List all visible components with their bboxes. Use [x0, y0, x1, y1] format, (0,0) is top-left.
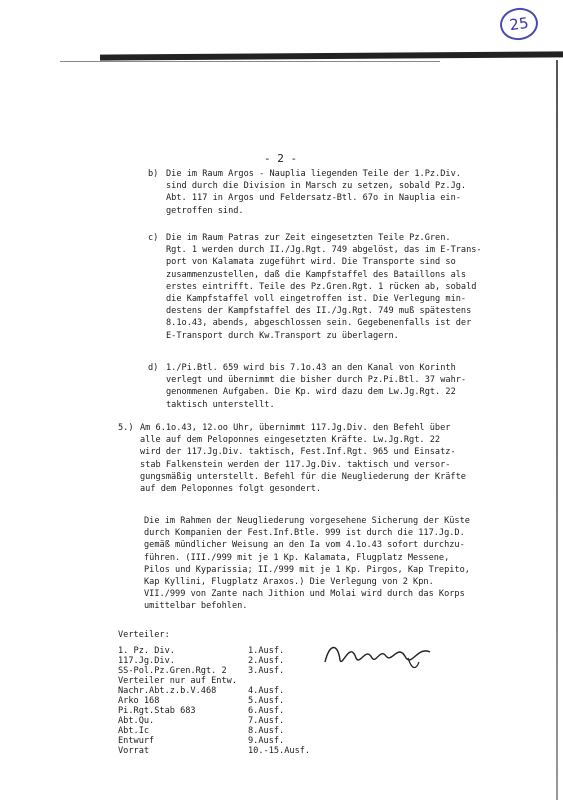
line-text: 1./Pi.Btl. 659 wird bis 7.1o.43 an den Kanal von Korinth: [166, 363, 456, 373]
line-text: genommenen Aufgaben. Die Kp. wird dazu dem Lw.Jg.Rgt. 22: [166, 387, 456, 398]
scan-right-edge: [556, 60, 558, 800]
copy-number: 1.Ausf.: [248, 646, 285, 656]
text-line: [148, 374, 466, 386]
recipient-name: Nachr.Abt.z.b.V.468: [118, 686, 217, 696]
line-text: auf dem Peloponnes folgt gesondert.: [140, 484, 322, 495]
copy-number: 3.Ausf.: [248, 666, 285, 676]
distribution-row: [118, 746, 311, 756]
line-text: taktisch unterstellt.: [166, 399, 275, 410]
text-line: [148, 330, 482, 342]
line-text: gemäß mündlicher Weisung an den Ia vom 4.1o.43 sofort durchzu-: [144, 540, 465, 551]
text-line: [118, 446, 466, 458]
text-line: [144, 515, 470, 527]
distribution-row: [118, 676, 308, 686]
copy-number: 10.-15.Ausf.: [248, 746, 311, 756]
text-line: [118, 434, 466, 446]
copy-number: 8.Ausf.: [248, 726, 285, 736]
text-line: [118, 483, 466, 495]
text-line: [148, 362, 466, 374]
text-line: [144, 600, 470, 612]
text-line: [148, 399, 466, 411]
distribution-row: [118, 706, 308, 716]
paragraph-c: [148, 232, 482, 342]
line-text: Pilos und Kyparissia; II./999 mit je 1 Kp. Pirgos, Kap Trepito,: [144, 564, 470, 575]
recipient-name: Abt.Qu.: [118, 716, 155, 726]
paragraph-6: [144, 515, 470, 613]
line-text: Kap Kyllini, Flugplatz Araxos.) Die Verlegung von 2 Kpn.: [144, 577, 434, 588]
distribution-row: [118, 646, 308, 656]
paragraph-d: [148, 362, 466, 411]
distribution-row: [118, 656, 308, 666]
text-line: [118, 422, 466, 434]
text-line: [118, 471, 466, 483]
line-text: Rgt. 1 werden durch II./Jg.Rgt. 749 abgelöst, das im E-Trans-: [166, 245, 482, 256]
text-line: [148, 232, 482, 244]
copy-number: 7.Ausf.: [248, 716, 285, 726]
line-text: durch Kompanien der Fest.Inf.Btle. 999 ist durch die 117.Jg.D.: [144, 528, 465, 539]
line-text: sind durch die Division in Marsch zu setzen, sobald Pz.Jg.: [166, 181, 467, 192]
distribution-title: Verteiler:: [118, 630, 170, 640]
distribution-row: [118, 696, 308, 706]
line-text: Abt. 117 in Argos und Feldersatz-Btl. 67o in Nauplia ein-: [166, 193, 461, 204]
text-line: [148, 269, 482, 281]
line-text: destens der Kampfstaffel des II./Jg.Rgt. 749 muß spätestens: [166, 306, 472, 317]
text-line: [144, 552, 470, 564]
recipient-name: Pi.Rgt.Stab 683: [118, 706, 196, 716]
line-text: Die im Raum Patras zur Zeit eingesetzten Teile Pz.Gren.: [166, 233, 451, 243]
text-line: [148, 244, 482, 256]
line-text: Die im Rahmen der Neugliederung vorgesehene Sicherung der Küste: [144, 516, 470, 526]
text-line: [148, 192, 466, 204]
distribution-list: [118, 630, 311, 756]
distribution-row: [118, 736, 308, 746]
recipient-name: Vorrat: [118, 746, 150, 756]
recipient-name: Entwurf: [118, 736, 155, 746]
text-line: [148, 281, 482, 293]
text-line: [148, 180, 466, 192]
line-text: verlegt und übernimmt die bisher durch Pz.Pi.Btl. 37 wahr-: [166, 375, 467, 386]
line-text: umittelbar befohlen.: [144, 601, 248, 612]
handwritten-signature: [320, 632, 440, 672]
text-line: [144, 588, 470, 600]
text-line: [148, 205, 466, 217]
recipient-name: 1. Pz. Div.: [118, 646, 175, 656]
distribution-rows: [118, 646, 311, 756]
line-text: port von Kalamata zugeführt wird. Die Transporte sind so: [166, 257, 456, 268]
line-text: Am 6.1o.43, 12.oo Uhr, übernimmt 117.Jg.Div. den Befehl über: [140, 423, 451, 433]
copy-number: 4.Ausf.: [248, 686, 285, 696]
paragraph-lead: d): [148, 363, 159, 373]
recipient-name: Abt.Ic: [118, 726, 150, 736]
page-marker: - 2 -: [264, 152, 298, 165]
line-text: VII./999 von Zante nach Jithion und Molai wird durch das Korps: [144, 589, 465, 600]
scan-edge-line: [60, 61, 440, 62]
line-text: 8.1o.43, abends, abgeschlossen sein. Gegebenenfalls ist der: [166, 318, 472, 329]
text-line: [148, 293, 482, 305]
text-line: [144, 539, 470, 551]
text-line: [148, 168, 466, 180]
recipient-name: Arko 168: [118, 696, 160, 706]
line-text: getroffen sind.: [166, 205, 244, 216]
paragraph-b: [148, 168, 466, 217]
copy-number: [248, 676, 308, 686]
text-line: [148, 305, 482, 317]
circled-page-number: 25: [498, 6, 540, 43]
line-text: alle auf dem Peloponnes eingesetzten Kräfte. Lw.Jg.Rgt. 22: [140, 435, 441, 446]
distribution-row: [118, 686, 308, 696]
text-line: [148, 317, 482, 329]
text-line: [144, 564, 470, 576]
text-line: [144, 576, 470, 588]
distribution-row: [118, 726, 308, 736]
scan-edge-bar: [100, 51, 563, 60]
copy-number: 9.Ausf.: [248, 736, 285, 746]
copy-number: 6.Ausf.: [248, 706, 285, 716]
text-line: [148, 386, 466, 398]
line-text: erstes eintrifft. Teile des Pz.Gren.Rgt. 1 rücken ab, sobald: [166, 281, 477, 292]
text-line: [118, 459, 466, 471]
paragraph-5: [118, 422, 466, 495]
line-text: wird der 117.Jg.Div. taktisch, Fest.Inf.Rgt. 965 und Einsatz-: [140, 447, 456, 458]
line-text: stab Falkenstein werden der 117.Jg.Div. taktisch und versor-: [140, 459, 451, 470]
recipient-name: SS-Pol.Pz.Gren.Rgt. 2: [118, 666, 227, 676]
copy-number: 2.Ausf.: [248, 656, 285, 666]
recipient-name: 117.Jg.Div.: [118, 656, 175, 666]
line-text: gungsmäßig unterstellt. Befehl für die Neugliederung der Kräfte: [140, 471, 466, 482]
line-text: zusammenzustellen, daß die Kampfstaffel des Bataillons als: [166, 269, 467, 280]
recipient-name: Verteiler nur auf Entw.: [118, 676, 237, 686]
paragraph-lead: 5.): [118, 423, 134, 433]
line-text: führen. (III./999 mit je 1 Kp. Kalamata, Flugplatz Messene,: [144, 552, 450, 563]
copy-number: 5.Ausf.: [248, 696, 285, 706]
text-line: [148, 256, 482, 268]
distribution-row: [118, 666, 308, 676]
paragraph-lead: c): [148, 233, 159, 243]
line-text: E-Transport durch Kw.Transport zu überlagern.: [166, 330, 399, 341]
distribution-row: [118, 716, 308, 726]
line-text: die Kampfstaffel voll eingetroffen ist. Die Verlegung min-: [166, 294, 467, 305]
text-line: [144, 527, 470, 539]
line-text: Die im Raum Argos - Nauplia liegenden Teile der 1.Pz.Div.: [166, 169, 461, 179]
paragraph-lead: b): [148, 169, 159, 179]
